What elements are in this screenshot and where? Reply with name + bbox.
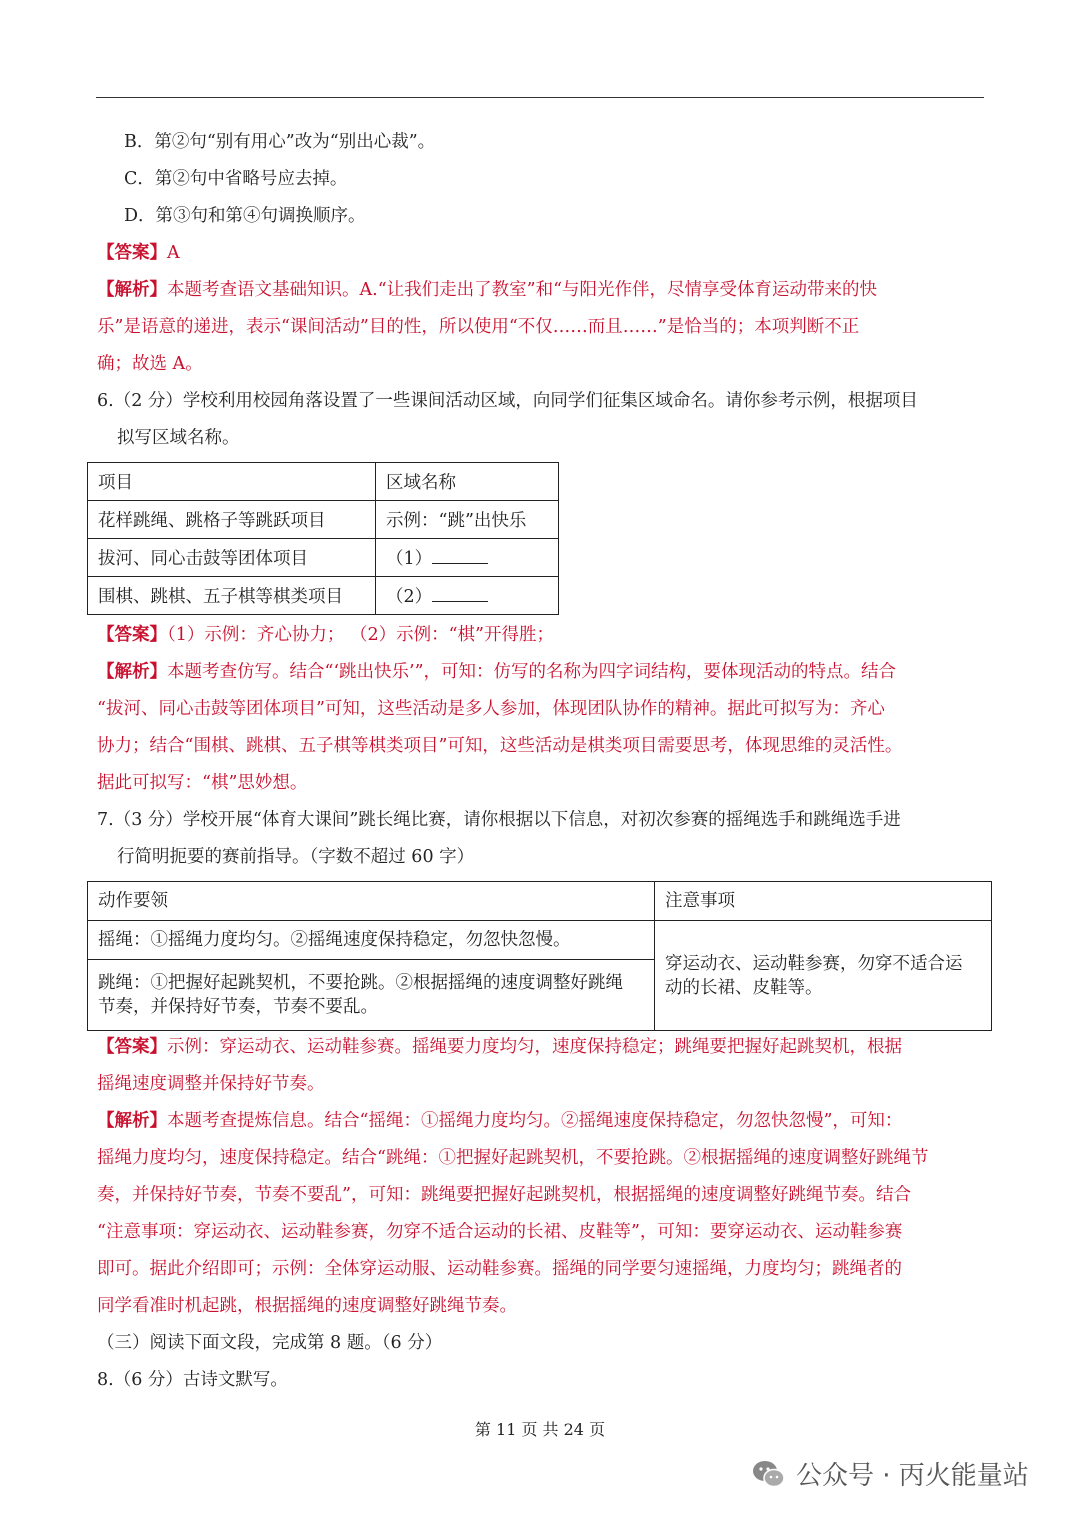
table-row bbox=[88, 921, 992, 960]
table-cell: 示例：“跳”出快乐 bbox=[376, 501, 559, 539]
answer-tag: 【答案】 bbox=[97, 243, 167, 263]
analysis-text: 本题考查仿写。结合“‘跳出快乐’”，可知：仿写的名称为四字词结构，要体现活动的特点。结合 bbox=[167, 662, 897, 682]
blank-label: （2） bbox=[386, 587, 433, 607]
note-line: 穿运动衣、运动鞋参赛，勿穿不适合运 bbox=[665, 953, 963, 974]
cell-line: 跳绳：①把握好起跳契机，不要抢跳。②根据摇绳的速度调整好跳绳 bbox=[98, 973, 623, 993]
watermark bbox=[752, 1455, 1029, 1492]
table-cell: 拔河、同心击鼓等团体项目 bbox=[88, 539, 376, 577]
answer-tag: 【答案】 bbox=[97, 1037, 167, 1057]
table-header: 项目 bbox=[88, 463, 376, 501]
q7-analysis-line: 奏，并保持好节奏，节奏不要乱”，可知：跳绳要把握好起跳契机，根据摇绳的速度调整好跳绳节奏。结合 bbox=[97, 1185, 911, 1205]
table-header: 区域名称 bbox=[376, 463, 559, 501]
answer-tag: 【答案】 bbox=[97, 625, 167, 645]
jump-rope-table bbox=[87, 881, 992, 1031]
question-7: 7.（3 分）学校开展“体育大课间”跳长绳比赛，请你根据以下信息，对初次参赛的摇绳选手和跳绳选手进 bbox=[97, 810, 901, 830]
page-footer: 第 11 页 共 24 页 bbox=[474, 1420, 606, 1439]
answer-text: （1）示例：齐心协力； （2）示例：“棋”开得胜； bbox=[167, 625, 554, 645]
analysis-tag: 【解析】 bbox=[97, 662, 167, 682]
analysis-tag: 【解析】 bbox=[97, 280, 167, 300]
table-header: 注意事项 bbox=[655, 882, 992, 921]
answer-text: 示例：穿运动衣、运动鞋参赛。摇绳要力度均匀，速度保持稳定；跳绳要把握好起跳契机，根据 bbox=[167, 1037, 902, 1057]
option-b: B．第②句“别有用心”改为“别出心裁”。 bbox=[124, 132, 436, 152]
table-row bbox=[88, 539, 559, 577]
table-cell-note bbox=[655, 921, 992, 1031]
answer-text: A bbox=[167, 243, 180, 263]
header-rule bbox=[96, 97, 984, 98]
table-cell bbox=[376, 577, 559, 615]
q6-analysis-line bbox=[97, 660, 896, 684]
table-cell: 花样跳绳、跳格子等跳跃项目 bbox=[88, 501, 376, 539]
option-c: C．第②句中省略号应去掉。 bbox=[124, 169, 348, 189]
option-d: D．第③句和第④句调换顺序。 bbox=[124, 206, 366, 226]
wechat-icon bbox=[752, 1459, 786, 1489]
q5-answer bbox=[97, 241, 180, 265]
watermark-text: 公众号 · 丙火能量站 bbox=[796, 1461, 1029, 1491]
region-name-table bbox=[87, 462, 559, 615]
analysis-text: 本题考查语文基础知识。A.“让我们走出了教室”和“与阳光作伴，尽情享受体育运动带来的快 bbox=[167, 280, 878, 300]
q7-answer bbox=[97, 1035, 902, 1059]
analysis-tag: 【解析】 bbox=[97, 1111, 167, 1131]
q6-analysis-line: 协力；结合“围棋、跳棋、五子棋等棋类项目”可知，这些活动是棋类项目需要思考，体现思维的灵活性。 bbox=[97, 736, 903, 756]
note-line: 动的长裙、皮鞋等。 bbox=[665, 977, 823, 998]
q7-analysis-line: “注意事项：穿运动衣、运动鞋参赛，勿穿不适合运动的长裙、皮鞋等”，可知：要穿运动衣、运动鞋参赛 bbox=[97, 1222, 903, 1242]
table-row bbox=[88, 577, 559, 615]
question-7-cont: 行简明扼要的赛前指导。（字数不超过 60 字） bbox=[117, 847, 475, 867]
table-cell bbox=[376, 539, 559, 577]
q5-analysis-line bbox=[97, 278, 877, 302]
q7-analysis-line: 同学看准时机起跳，根据摇绳的速度调整好跳绳节奏。 bbox=[97, 1296, 517, 1316]
question-6: 6.（2 分）学校利用校园角落设置了一些课间活动区域，向同学们征集区域命名。请你参考示例，根据项目 bbox=[97, 391, 918, 411]
q7-analysis-line bbox=[97, 1109, 902, 1133]
question-6-cont: 拟写区域名称。 bbox=[117, 428, 240, 448]
answer-blank bbox=[432, 587, 488, 602]
q6-answer bbox=[97, 623, 554, 647]
q7-analysis-line: 即可。据此介绍即可；示例：全体穿运动服、运动鞋参赛。摇绳的同学要匀速摇绳，力度均匀；跳绳者的 bbox=[97, 1259, 902, 1279]
table-cell: 摇绳：①摇绳力度均匀。②摇绳速度保持稳定，勿忽快忽慢。 bbox=[88, 921, 655, 960]
q7-analysis-line: 摇绳力度均匀，速度保持稳定。结合“跳绳：①把握好起跳契机，不要抢跳。②根据摇绳的速度调整好跳绳节 bbox=[97, 1148, 929, 1168]
blank-label: （1） bbox=[386, 549, 433, 569]
table-header-row bbox=[88, 882, 992, 921]
table-cell: 围棋、跳棋、五子棋等棋类项目 bbox=[88, 577, 376, 615]
answer-blank bbox=[432, 549, 488, 564]
q6-analysis-line: “拔河、同心击鼓等团体项目”可知，这些活动是多人参加，体现团队协作的精神。据此可拟写为：齐心 bbox=[97, 699, 885, 719]
table-row bbox=[88, 501, 559, 539]
q7-answer-cont: 摇绳速度调整并保持好节奏。 bbox=[97, 1074, 325, 1094]
q5-analysis-line: 确；故选 A。 bbox=[97, 354, 203, 374]
question-8: 8.（6 分）古诗文默写。 bbox=[97, 1370, 288, 1390]
q5-analysis-line: 乐”是语意的递进，表示“课间活动”目的性，所以使用“不仅……而且……”是恰当的；本项判断不正 bbox=[97, 317, 860, 337]
table-header: 动作要领 bbox=[88, 882, 655, 921]
q6-analysis-line: 据此可拟写：“棋”思妙想。 bbox=[97, 773, 308, 793]
analysis-text: 本题考查提炼信息。结合“摇绳：①摇绳力度均匀。②摇绳速度保持稳定，勿忽快忽慢”，可知： bbox=[167, 1111, 903, 1131]
cell-line: 节奏，并保持好节奏，节奏不要乱。 bbox=[98, 997, 378, 1017]
section-heading: （三）阅读下面文段，完成第 8 题。（6 分） bbox=[97, 1333, 443, 1353]
table-cell bbox=[88, 960, 655, 1031]
table-header-row bbox=[88, 463, 559, 501]
